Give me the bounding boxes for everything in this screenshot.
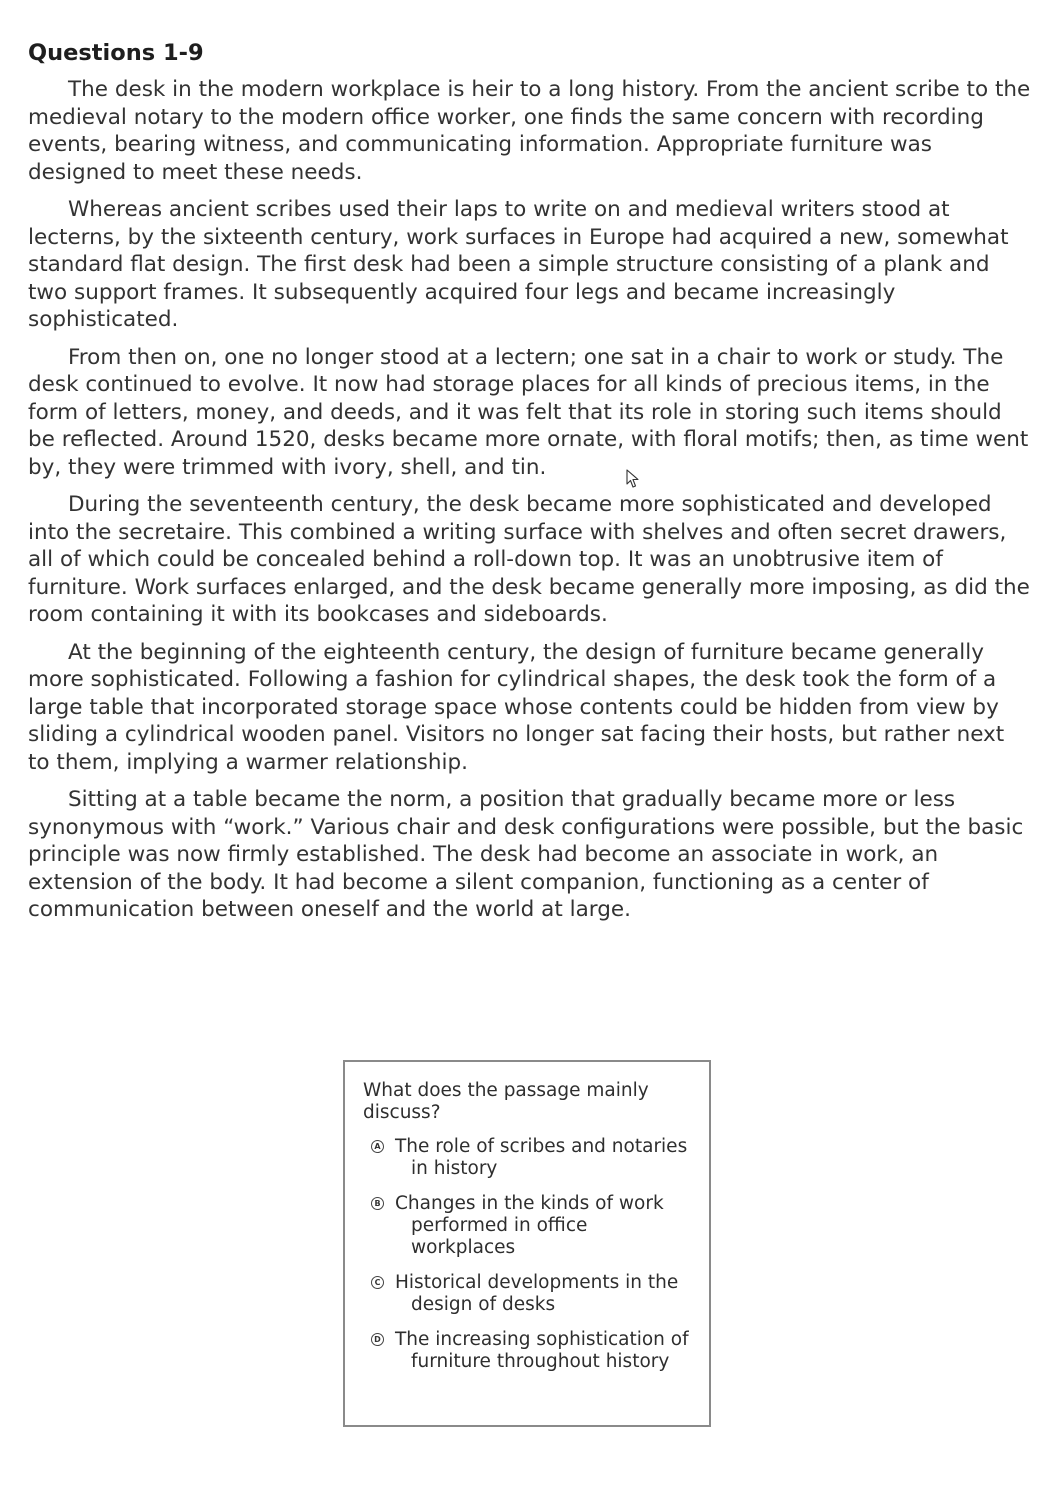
option-b-radio[interactable]: B (371, 1197, 384, 1210)
passage-paragraph-6: Sitting at a table became the norm, a position that gradually became more or less synonymous with “work.” Various chair and desk configurations were possible, but the basic principle was now firmly established. The desk had become an associate in work, an extension of the body. It had become a silent companion, functioning as a center of communication between oneself and the world at large. (28, 787, 1024, 922)
passage-paragraph-5: At the beginning of the eighteenth century, the design of furniture became generally more sophisticated. Following a fashion for cylindrical shapes, the desk took the form of a large table that incorporated storage space whose contents could be hidden from view by sliding a cylindrical wooden panel. Visitors no longer sat facing their hosts, but rather next to them, implying a warmer relationship. (28, 639, 1005, 775)
section-heading: Questions 1-9 (28, 40, 204, 66)
mouse-pointer-icon (626, 469, 640, 489)
answer-option-c[interactable] (363, 1272, 693, 1316)
answer-option-d[interactable] (363, 1329, 693, 1373)
option-b-text: Changes in the kinds of work performed in office workplaces (395, 1193, 664, 1258)
option-a-text: The role of scribes and notaries in history (395, 1136, 688, 1179)
option-d-text: The increasing sophistication of furniture throughout history (395, 1329, 689, 1372)
option-c-text: Historical developments in the design of desks (395, 1272, 679, 1315)
answer-option-a[interactable] (363, 1136, 693, 1180)
reading-passage (28, 76, 1031, 934)
answer-option-b[interactable] (363, 1193, 693, 1259)
passage-paragraph-3: From then on, one no longer stood at a lectern; one sat in a chair to work or study. The desk continued to evolve. It now had storage places for all kinds of precious items, in the form of letters, money, and deeds, and it was felt that its role in storing such items should be reflected. Around 1520, desks became more ornate, with floral motifs; then, as time went by, they were trimmed with ivory, shell, and tin. (28, 344, 1029, 480)
option-d-radio[interactable]: D (371, 1333, 384, 1346)
answer-options (363, 1136, 693, 1373)
option-a-radio[interactable]: A (371, 1140, 384, 1153)
passage-paragraph-4: During the seventeenth century, the desk became more sophisticated and developed into the secretaire. This combined a writing surface with shelves and often secret drawers, all of which could be concealed behind a roll-down top. It was an unobtrusive item of furniture. Work surfaces enlarged, and the desk became generally more imposing, as did the room containing it with its bookcases and sideboards. (28, 492, 1030, 627)
passage-paragraph-2: Whereas ancient scribes used their laps to write on and medieval writers stood at lecterns, by the sixteenth century, work surfaces in Europe had acquired a new, somewhat standard flat design. The first desk had been a simple structure consisting of a plank and two support frames. It subsequently acquired four legs and became increasingly sophisticated. (28, 197, 1009, 332)
question-stem: What does the passage mainly discuss? (363, 1080, 649, 1123)
passage-paragraph-1: The desk in the modern workplace is heir to a long history. From the ancient scribe to the medieval notary to the modern office worker, one finds the same concern with recording events, bearing witness, and communicating information. Appropriate furniture was designed to meet these needs. (28, 77, 1031, 185)
option-c-radio[interactable]: C (371, 1276, 384, 1289)
question-panel (343, 1060, 711, 1427)
